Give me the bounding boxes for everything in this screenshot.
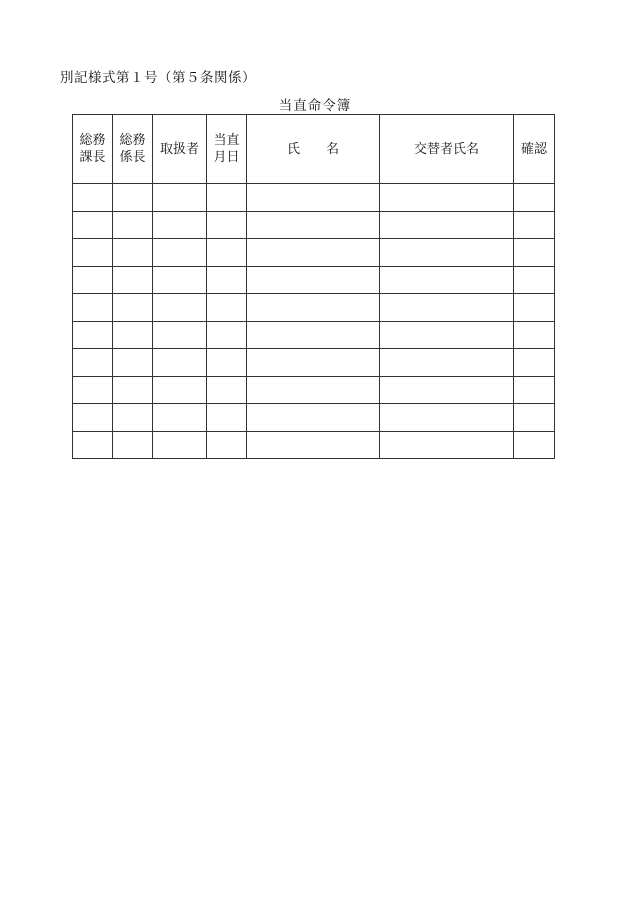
- column-header-name: [247, 115, 380, 184]
- table-cell[interactable]: [247, 211, 380, 239]
- header-line: 当直: [213, 133, 240, 148]
- table-cell[interactable]: [380, 431, 514, 459]
- table-cell[interactable]: [380, 321, 514, 349]
- column-header-general-affairs-chief: [73, 115, 113, 184]
- table-cell[interactable]: [380, 184, 514, 212]
- table-cell[interactable]: [113, 239, 153, 267]
- header-line: 課長: [79, 150, 106, 165]
- table-row: [73, 376, 555, 404]
- table-cell[interactable]: [153, 294, 207, 322]
- table-cell[interactable]: [113, 211, 153, 239]
- table-cell[interactable]: [153, 184, 207, 212]
- column-header-handler: [153, 115, 207, 184]
- table-cell[interactable]: [380, 376, 514, 404]
- table-cell[interactable]: [113, 266, 153, 294]
- table-cell[interactable]: [247, 349, 380, 377]
- table-cell[interactable]: [113, 376, 153, 404]
- header-line: 氏 名: [286, 141, 339, 157]
- table-cell[interactable]: [514, 404, 555, 432]
- table-cell[interactable]: [73, 431, 113, 459]
- header-line: 係長: [119, 150, 146, 165]
- table-cell[interactable]: [153, 321, 207, 349]
- table-cell[interactable]: [207, 266, 247, 294]
- table-cell[interactable]: [207, 431, 247, 459]
- table-cell[interactable]: [73, 266, 113, 294]
- table-cell[interactable]: [207, 239, 247, 267]
- table-cell[interactable]: [73, 376, 113, 404]
- table-cell[interactable]: [113, 431, 153, 459]
- table-cell[interactable]: [247, 321, 380, 349]
- table-row: [73, 266, 555, 294]
- table-cell[interactable]: [247, 239, 380, 267]
- table-cell[interactable]: [247, 184, 380, 212]
- table-cell[interactable]: [380, 294, 514, 322]
- table-cell[interactable]: [73, 184, 113, 212]
- table-cell[interactable]: [113, 349, 153, 377]
- table-cell[interactable]: [207, 321, 247, 349]
- table-cell[interactable]: [153, 239, 207, 267]
- column-header-replacement-name: [380, 115, 514, 184]
- table-cell[interactable]: [73, 211, 113, 239]
- table-cell[interactable]: [207, 184, 247, 212]
- column-header-duty-date: [207, 115, 247, 184]
- form-number: 別記様式第１号（第５条関係）: [60, 70, 256, 86]
- table-cell[interactable]: [207, 349, 247, 377]
- table-cell[interactable]: [113, 294, 153, 322]
- table-row: [73, 404, 555, 432]
- page-title: 当直命令簿: [278, 98, 352, 114]
- table-row: [73, 239, 555, 267]
- table-cell[interactable]: [113, 404, 153, 432]
- table-cell[interactable]: [207, 211, 247, 239]
- table-row: [73, 211, 555, 239]
- table-cell[interactable]: [514, 349, 555, 377]
- table-cell[interactable]: [380, 349, 514, 377]
- table-cell[interactable]: [73, 294, 113, 322]
- table-cell[interactable]: [514, 184, 555, 212]
- table-cell[interactable]: [514, 376, 555, 404]
- table-cell[interactable]: [153, 349, 207, 377]
- table-cell[interactable]: [380, 404, 514, 432]
- table-cell[interactable]: [514, 266, 555, 294]
- table-cell[interactable]: [207, 404, 247, 432]
- table-cell[interactable]: [153, 431, 207, 459]
- table-cell[interactable]: [514, 321, 555, 349]
- table-cell[interactable]: [247, 404, 380, 432]
- table-cell[interactable]: [380, 266, 514, 294]
- header-line: 総務: [119, 133, 146, 148]
- table-cell[interactable]: [153, 266, 207, 294]
- table-cell[interactable]: [514, 211, 555, 239]
- table-cell[interactable]: [73, 321, 113, 349]
- duty-order-table: [72, 114, 555, 459]
- column-header-general-affairs-subchief: [113, 115, 153, 184]
- table-cell[interactable]: [380, 211, 514, 239]
- header-line: 取扱者: [159, 141, 199, 157]
- table-header: [73, 115, 555, 184]
- table-cell[interactable]: [247, 294, 380, 322]
- table-cell[interactable]: [207, 376, 247, 404]
- table-cell[interactable]: [153, 376, 207, 404]
- table-cell[interactable]: [514, 294, 555, 322]
- header-row: [73, 115, 555, 184]
- table-cell[interactable]: [113, 184, 153, 212]
- header-line: 交替者氏名: [413, 141, 479, 157]
- table-row: [73, 184, 555, 212]
- header-line: 総務: [79, 133, 106, 148]
- table-cell[interactable]: [207, 294, 247, 322]
- table-row: [73, 431, 555, 459]
- table-row: [73, 321, 555, 349]
- table-cell[interactable]: [73, 349, 113, 377]
- table-cell[interactable]: [247, 376, 380, 404]
- header-line: 月日: [213, 150, 240, 165]
- table-row: [73, 294, 555, 322]
- table-row: [73, 349, 555, 377]
- table-body: [73, 184, 555, 459]
- table-cell[interactable]: [113, 321, 153, 349]
- table-cell[interactable]: [153, 404, 207, 432]
- column-header-confirmation: [514, 115, 555, 184]
- table-cell[interactable]: [514, 431, 555, 459]
- table-cell[interactable]: [73, 239, 113, 267]
- table-cell[interactable]: [380, 239, 514, 267]
- table-cell[interactable]: [514, 239, 555, 267]
- header-line: 確認: [520, 141, 547, 157]
- table-cell[interactable]: [247, 431, 380, 459]
- table-cell[interactable]: [247, 266, 380, 294]
- table-cell[interactable]: [153, 211, 207, 239]
- table-cell[interactable]: [73, 404, 113, 432]
